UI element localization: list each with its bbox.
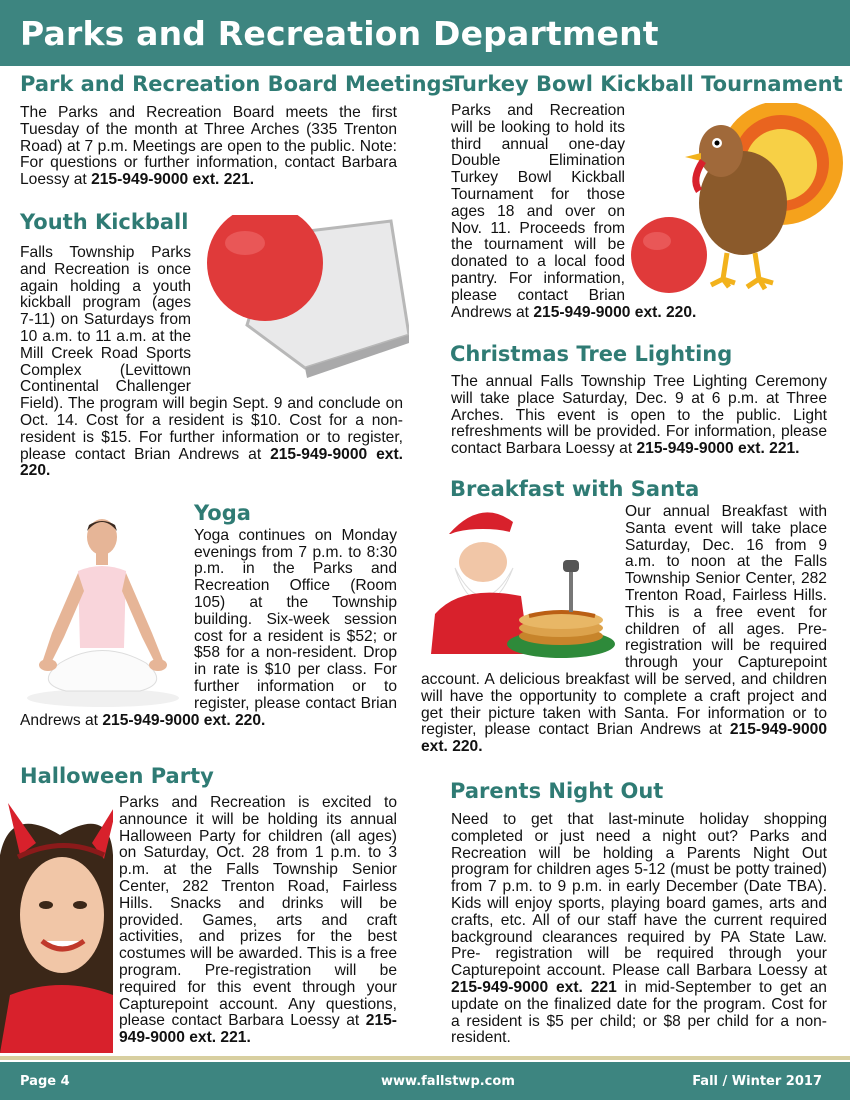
santa-face [459,542,507,582]
youth-kickball-text: Falls Township Parks and Recreation is once again holding a youth kickball program (ages 7-11) on Saturdays from 10 a.m. to 11 a.m. at the Mill Creek Road Sports Complex (Levittown Continental Challenger Field). The program will begin Sept. 9 and conclude on Oct. 14. Cost for a resident is $10. Cost for a non-resident is $15. For further information or to register, please contact Brian Andrews at 215-949-9000 ext. 220. [20,245,403,480]
page-number: Page 4 [20,1074,70,1089]
breakfast-santa-section: Our annual Breakfast with Santa event will take place Saturday, Dec. 16 from 9 a.m. to noon at the Falls Township Senior Center, 282 Trenton Road, Fairless Hills. This is a free event for children of all ages. Pre-registration will be required through your Capturepoint account. A delicious breakfast will be served, and children will have the opportunity to complete a craft project and get their picture taken with Santa. For information or to register, please contact Brian Andrews at 215-949-9000 ext. 220. [421,503,827,756]
red-shirt [0,985,113,1053]
left-arm [42,573,84,665]
footer-rule [0,1056,850,1060]
yoga-woman-image [20,513,186,711]
parents-night-text: Need to get that last-minute holiday shopping completed or just need a night out? Parks and Recreation will be holding a Parents Night Out program for children ages 5-12 (must be potty trained) from 7 p.m. to 9 p.m. in early December (Date TBA). Kids will enjoy sports, playing board games, arts and crafts, etc. All of our staff have the current required background clearances required by PA State Law. Pre- registration will be required through your Capturepoint account. Please call Barbara Loessy at 215-949-9000 ext. 221 in mid-September to get an update on the finalized date for the program. Cost for a resident is $5 per child; or $8 per child for a non-resident. [451,811,827,1047]
page-footer [0,1062,850,1100]
halloween-phone: 215-949-9000 ext. 221. [119,1012,397,1047]
tree-lighting-heading: Christmas Tree Lighting [450,342,733,366]
santa-pancakes-image [421,504,621,666]
yoga-heading: Yoga [194,501,251,525]
yoga-section: Yoga Yoga continues on Monday evenings from 7 p.m. to 8:30 p.m. in the Parks and Recreation Office (Room 105) at the Township building. Six-week session cost for a resident is $52; or $58 for a non-resident. Drop in rate is $10 per class. For further information or to register, please contact Brian Andrews at 215-949-9000 ext. 220. [20,501,397,729]
turkey-phone: 215-949-9000 ext. 220. [533,303,697,321]
turkey-head [699,125,743,177]
breakfast-santa-heading: Breakfast with Santa [450,477,700,501]
page-header [0,0,850,66]
page-title: Parks and Recreation Department [20,14,659,53]
face [20,857,104,973]
turkey-feet [711,253,735,287]
santa-phone: 215-949-9000 ext. 220. [421,721,827,756]
devil-girl-image [0,795,113,1053]
issue-season: Fall / Winter 2017 [692,1074,822,1089]
halloween-section: Parks and Recreation is excited to announce it will be holding its annual Halloween Party for children (all ages) on Saturday, Oct. 28 from 1 p.m. to 3 p.m. at the Falls Township Senior Center, 282 Trenton Road, Fairless Hills. Snacks and drinks will be provided. Games, arts and craft activities, and prizes for the best costumes will be awarded. This is a free program. Pre-registration will be required for this event through your Capturepoint account. Any questions, please contact Barbara Loessy at 215-949-9000 ext. 221. [0,795,397,1053]
tree-phone: 215-949-9000 ext. 221. [636,440,800,458]
right-arm [122,573,164,665]
tree-lighting-text: The annual Falls Township Tree Lighting Ceremony will take place Saturday, Dec. 9 at 6 p.m. at Three Arches. This event is open to the public. Light refreshments will be provided. For information, please contact Barbara Loessy at 215-949-9000 ext. 221. [451,373,827,458]
board-phone: 215-949-9000 ext. 221. [91,171,255,189]
yoga-phone: 215-949-9000 ext. 220. [102,711,266,729]
halloween-heading: Halloween Party [20,764,214,788]
parents-night-heading: Parents Night Out [450,779,664,803]
website-link[interactable]: www.fallstwp.com [381,1074,515,1089]
turkey-bowl-heading: Turkey Bowl Kickball Tournament [450,72,843,96]
beak [685,153,701,161]
board-meetings-text: The Parks and Recreation Board meets the first Tuesday of the month at Three Arches (335 Trenton Road) at 7 p.m. Meetings are open to the public. Note: For questions or further information, contact Barbara Loessy at 215-949-9000 ext. 221. [20,104,397,189]
turkey-bowl-section: Parks and Recreation will be looking to hold its third annual one-day Double Elimination Turkey Bowl Kickball Tournament for those ages 18 and over on Nov. 11. Proceeds from the tournament will be donated to a local food pantry. For information, please contact Brian Andrews at 215-949-9000 ext. 220. [451,103,847,321]
kickball-phone: 215-949-9000 ext. 220. [20,445,403,480]
turkey-ball-image [631,103,849,303]
kickball-base-image [195,215,409,388]
parents-phone: 215-949-9000 ext. 221 [451,978,617,996]
kickball-icon [631,217,707,293]
white-pants [48,651,156,692]
board-meetings-heading: Park and Recreation Board Meetings [20,72,455,96]
tank-top [78,566,126,648]
youth-kickball-heading: Youth Kickball [20,210,189,234]
